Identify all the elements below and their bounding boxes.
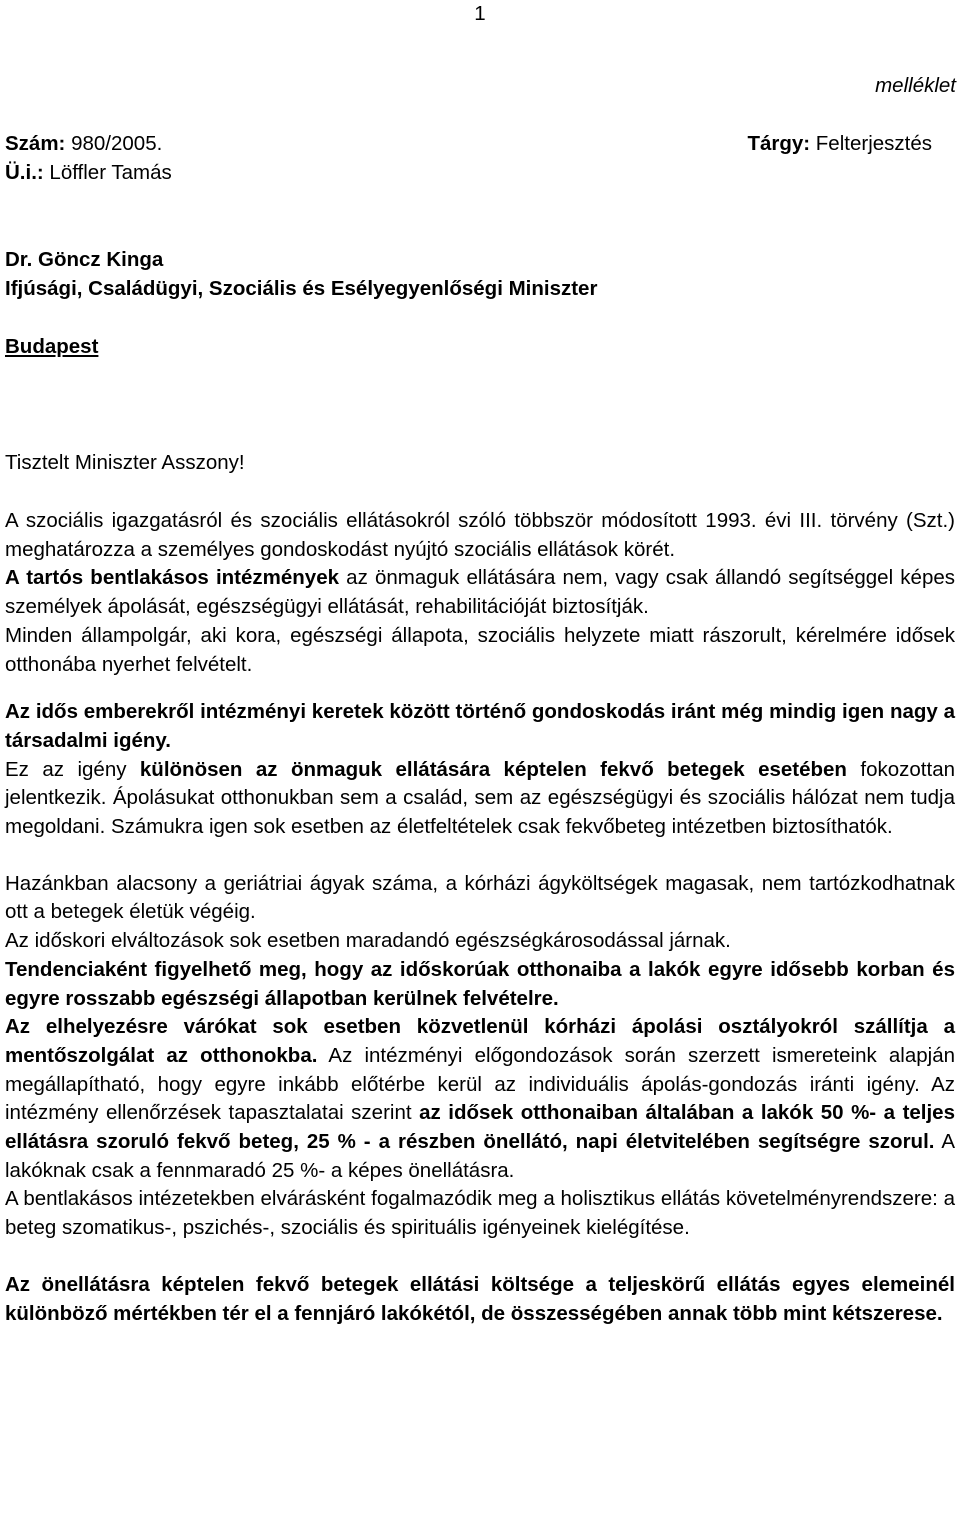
paragraph-legal-basis: A szociális igazgatásról és szociális ellátásokról szóló többször módosított 1993. évi III. törvény (Szt.) meghatározza a személyes gondoskodást nyújtó szociális ellátások körét. <box>5 509 955 561</box>
bedridden-intro: Ez az igény <box>5 757 140 781</box>
subject-line <box>747 130 932 159</box>
letter-body <box>5 507 955 1328</box>
placement-emphasis: Az elhelyezésre várókat sok esetben közvetlenül kórházi ápolási osztályokról szállítja a mentőszolgálat az otthonokba. <box>5 1015 955 1067</box>
reference-number-label: Szám: <box>5 132 66 155</box>
reference-number <box>5 130 162 159</box>
institutions-text: az önmaguk ellátására nem, vagy csak állandó segítséggel képes személyek ápolását, egészségügyi ellátását, rehabilitációját biztosítják. <box>5 566 955 619</box>
residents-share-text: A lakóknak csak a fennmaradó 25 %- a képes önellátásra. <box>5 1130 955 1182</box>
paragraph-trend <box>5 956 955 1013</box>
addressee-name: Dr. Göncz Kinga <box>5 248 164 271</box>
addressee-title: Ifjúsági, Családügyi, Szociális és Esélyegyenlőségi Miniszter <box>5 277 598 300</box>
paragraph-bedridden <box>5 756 955 842</box>
bedridden-text: fokozottan jelentkezik. Ápolásukat otthonukban sem a család, sem az egészségügyi és szociális hálózat nem tudja megoldani. Számukra igen sok esetben az életfeltételek csak fekvőbeteg intézetben biztosíthatók. <box>5 757 956 839</box>
paragraph-health-damage: Az időskori elváltozások sok esetben maradandó egészségkárosodással járnak. <box>5 929 731 953</box>
residents-share-emphasis: az idősek otthonaiban általában a lakók 50 %- a teljes ellátásra szoruló fekvő beteg, 25 % - a részben önellátó, napi életvitelében segítségre szorul. <box>5 1101 955 1154</box>
paragraph-costs <box>5 1271 955 1328</box>
demand-emphasis: Az idős emberekről intézményi keretek között történő gondoskodás iránt még mindig igen nagy a társadalmi igény. <box>5 700 955 752</box>
salutation: Tisztelt Miniszter Asszony! <box>5 451 245 474</box>
paragraph-demand <box>5 698 955 755</box>
attachment-label: melléklet <box>875 74 956 97</box>
bedridden-emphasis: különösen az önmaguk ellátására képtelen fekvő betegek esetében <box>139 757 847 781</box>
paragraph-eligibility: Minden állampolgár, aki kora, egészségi állapota, szociális helyzete miatt rászorult, kérelmére idősek otthonába nyerhet felvételt. <box>5 623 955 676</box>
clerk-label: Ü.i.: <box>5 161 44 184</box>
trend-emphasis: Tendenciaként figyelhető meg, hogy az időskorúak otthonaiba a lakók egyre idősebb korban és egyre rosszabb egészségi állapotban kerülnek felvételre. <box>5 957 955 1010</box>
paragraph-institutions <box>5 564 955 621</box>
page-number: 1 <box>474 2 486 25</box>
placement-text: Az intézményi előgondozások során szerzett ismereteink alapján megállapítható, hogy egyre inkább előtérbe kerül az individuális ápolás-gondozás iránti igény. Az intézmény ellenőrzések tapasztalatai szerint <box>5 1043 955 1125</box>
costs-emphasis: Az önellátásra képtelen fekvő betegek ellátási költsége a teljeskörű ellátás egyes elemeinél különböző mértékben tér el a fennjáró lakókétól, de összességében annak több mint kétszerese. <box>5 1272 955 1325</box>
clerk-value: Löffler Tamás <box>43 161 172 184</box>
institutions-emphasis: A tartós bentlakásos intézmények <box>5 566 340 590</box>
clerk-line <box>5 159 172 188</box>
subject-label: Tárgy: <box>747 132 811 155</box>
paragraph-placement <box>5 1013 955 1185</box>
paragraph-geriatric-beds: Hazánkban alacsony a geriátriai ágyak száma, a kórházi ágyköltségek magasak, nem tartózkodhatnak ott a betegek életük végéig. <box>5 871 955 924</box>
paragraph-holistic-care: A bentlakásos intézetekben elvárásként fogalmazódik meg a holisztikus ellátás követelményrendszere: a beteg szomatikus-, pszichés-, szociális és spirituális igényeinek kielégítése. <box>5 1187 955 1240</box>
subject-value: Felterjesztés <box>810 132 932 155</box>
addressee-city: Budapest <box>5 335 99 358</box>
reference-number-value: 980/2005. <box>65 132 163 155</box>
